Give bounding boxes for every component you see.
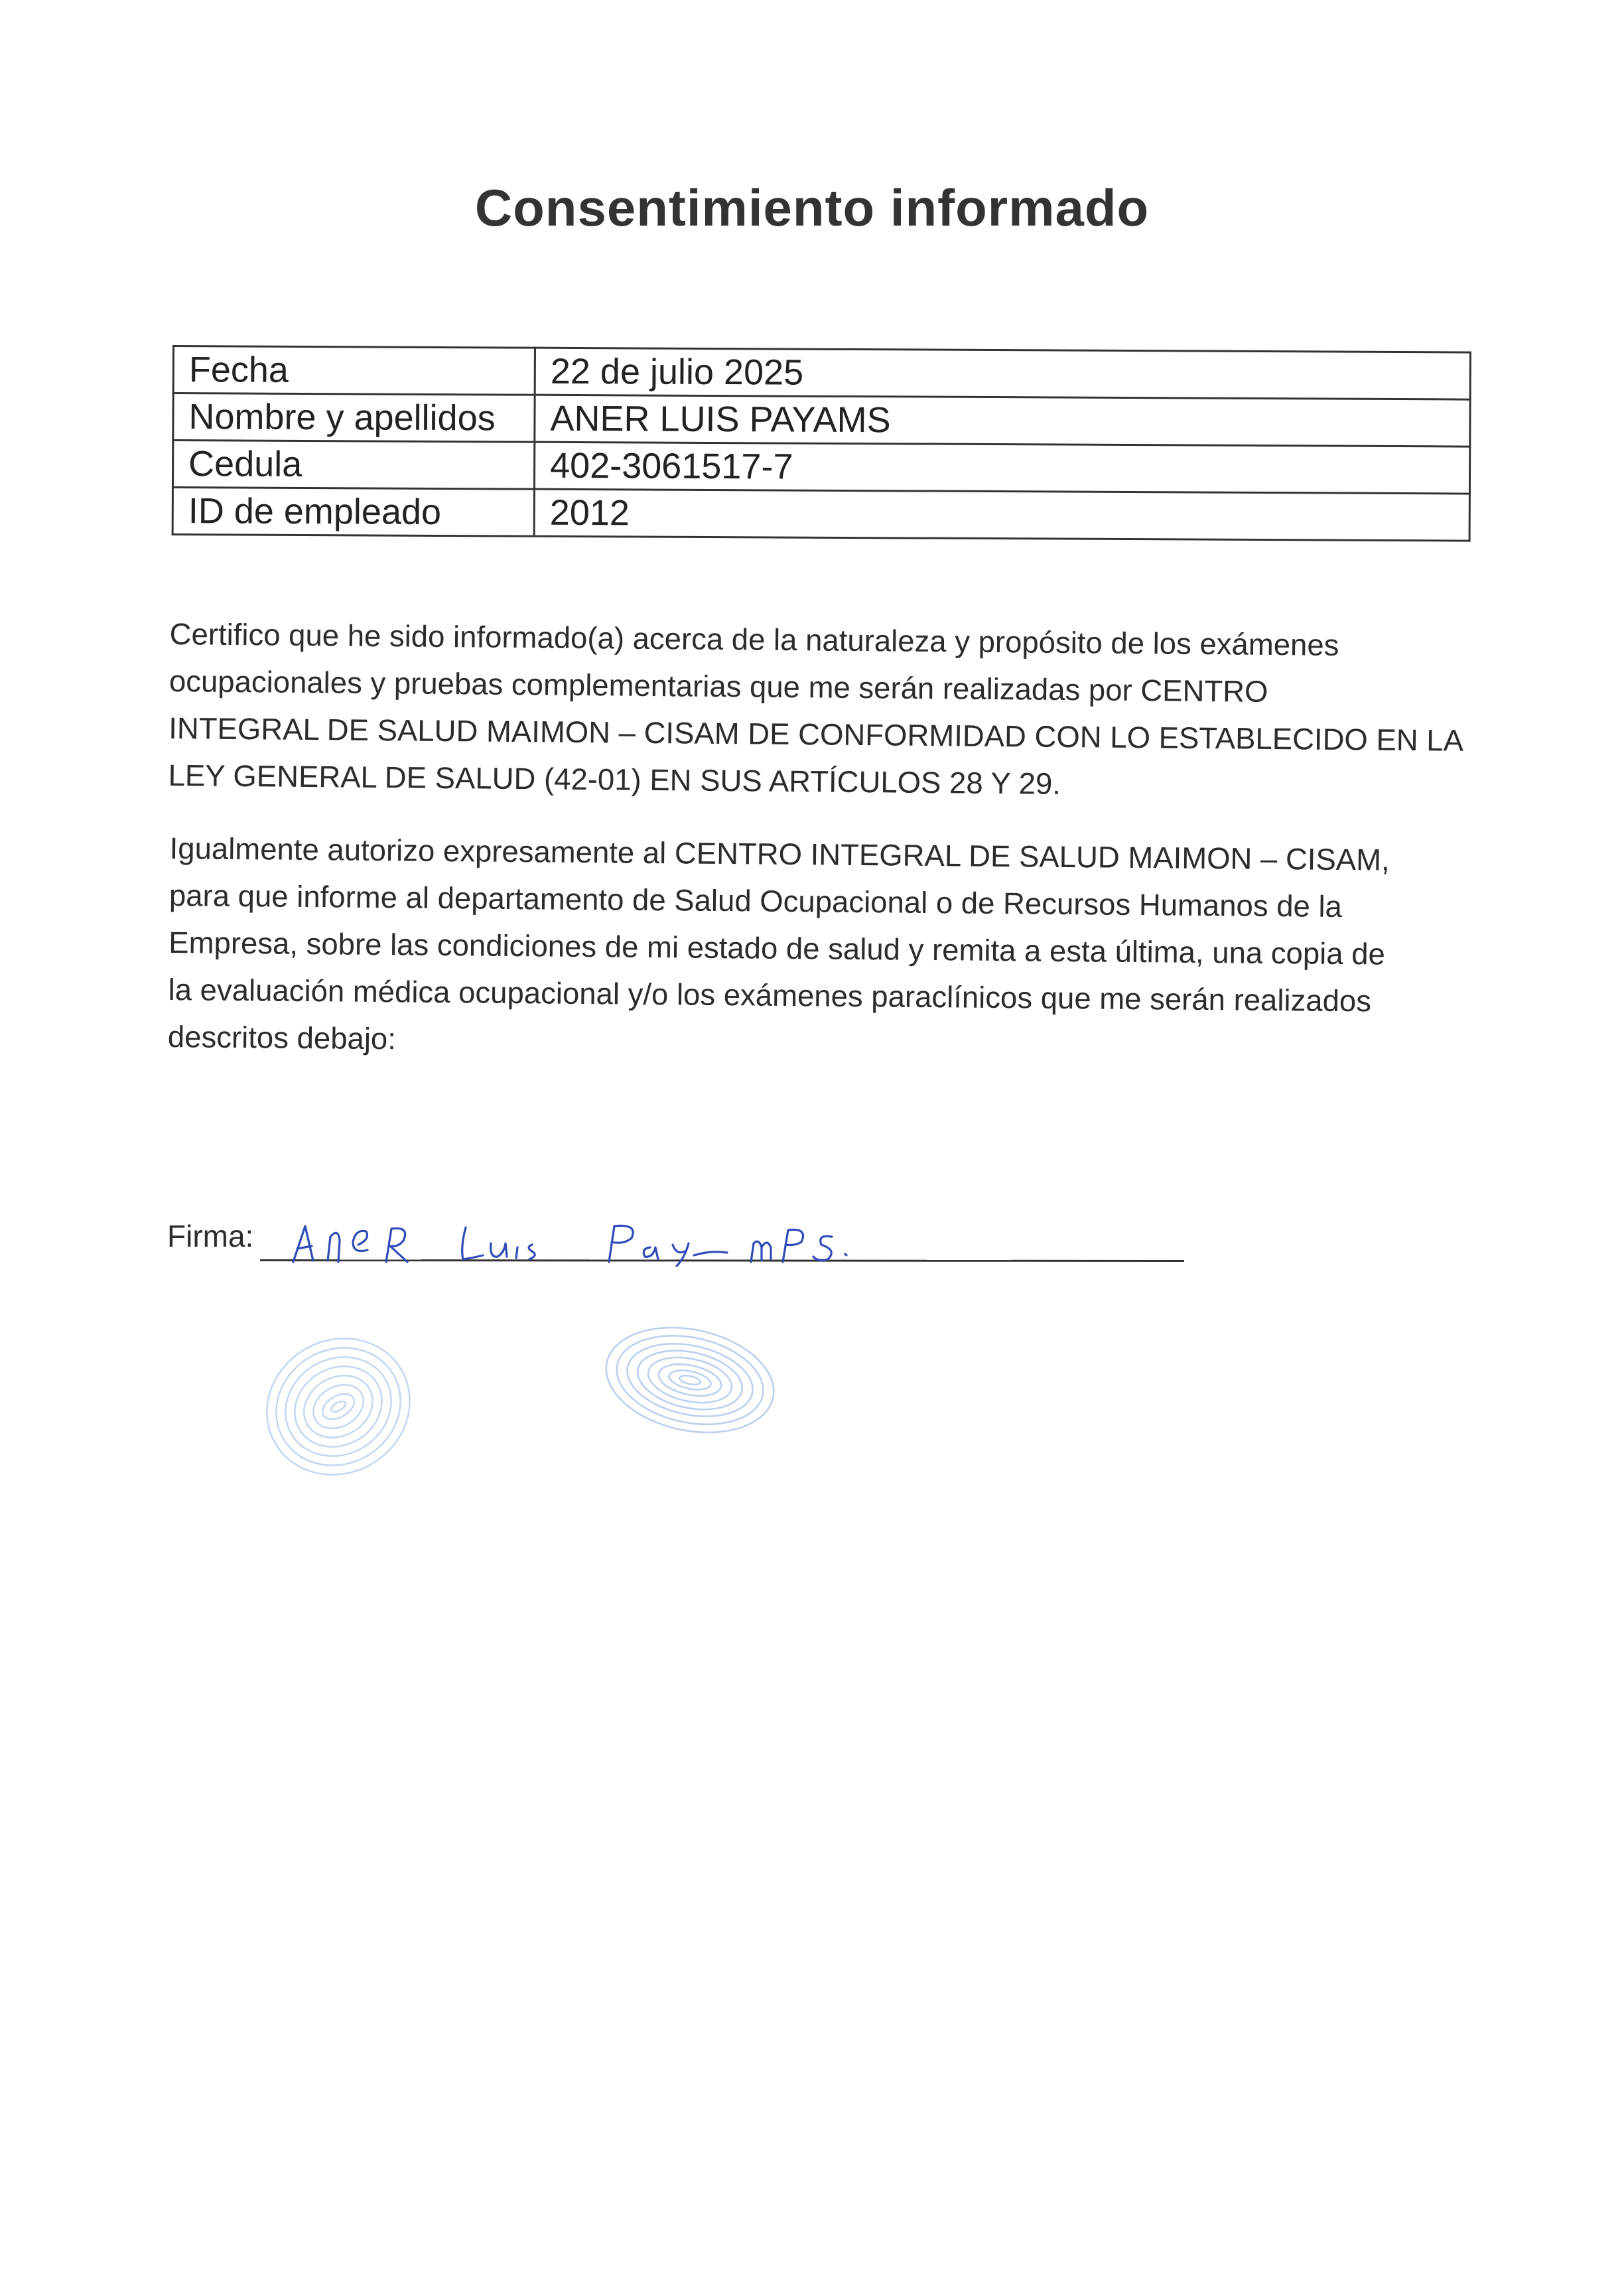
paragraph-line: LEY GENERAL DE SALUD (42-01) EN SUS ARTÍCULOS 28 Y 29. bbox=[168, 758, 1061, 801]
authorization-paragraph bbox=[168, 825, 1483, 1073]
paragraph-line: Certifico que he sido informado(a) acerca de la naturaleza y propósito de los exámenes bbox=[169, 616, 1339, 662]
table-row bbox=[172, 488, 1469, 541]
paragraph-line: Empresa, sobre las condiciones de mi estado de salud y remita a esta última, una copia de bbox=[169, 925, 1386, 971]
field-value-fecha: 22 de julio 2025 bbox=[535, 348, 1470, 399]
fingerprint-impression bbox=[590, 1307, 796, 1453]
field-value-id-empleado: 2012 bbox=[534, 489, 1469, 541]
signature-label: Firma: bbox=[167, 1219, 254, 1253]
paragraph-line: descritos debajo: bbox=[167, 1019, 397, 1056]
personal-info-table bbox=[172, 345, 1471, 542]
table-row bbox=[173, 393, 1470, 447]
field-value-cedula: 402-3061517-7 bbox=[534, 442, 1469, 494]
document-title: Consentimiento informado bbox=[474, 178, 1150, 237]
paragraph-line: Igualmente autorizo expresamente al CENTRO INTEGRAL DE SALUD MAIMON – CISAM, bbox=[169, 831, 1390, 877]
handwritten-signature bbox=[287, 1201, 857, 1267]
field-label-fecha: Fecha bbox=[173, 346, 535, 395]
certification-paragraph bbox=[168, 610, 1483, 811]
field-label-id-empleado: ID de empleado bbox=[172, 488, 534, 537]
field-label-cedula: Cedula bbox=[172, 441, 534, 490]
paragraph-line: ocupacionales y pruebas complementarias que me serán realizadas por CENTRO bbox=[169, 663, 1268, 709]
table-row bbox=[172, 441, 1469, 494]
field-label-nombre: Nombre y apellidos bbox=[173, 393, 535, 443]
paragraph-line: INTEGRAL DE SALUD MAIMON – CISAM DE CONFORMIDAD CON LO ESTABLECIDO EN LA bbox=[169, 711, 1464, 758]
paragraph-line: la evaluación médica ocupacional y/o los exámenes paraclínicos que me serán realizados bbox=[168, 972, 1372, 1018]
field-value-nombre: ANER LUIS PAYAMS bbox=[535, 395, 1470, 447]
paragraph-line: para que informe al departamento de Salud Ocupacional o de Recursos Humanos de la bbox=[169, 878, 1343, 924]
table-row bbox=[173, 346, 1470, 400]
fingerprint-impression bbox=[239, 1320, 431, 1499]
